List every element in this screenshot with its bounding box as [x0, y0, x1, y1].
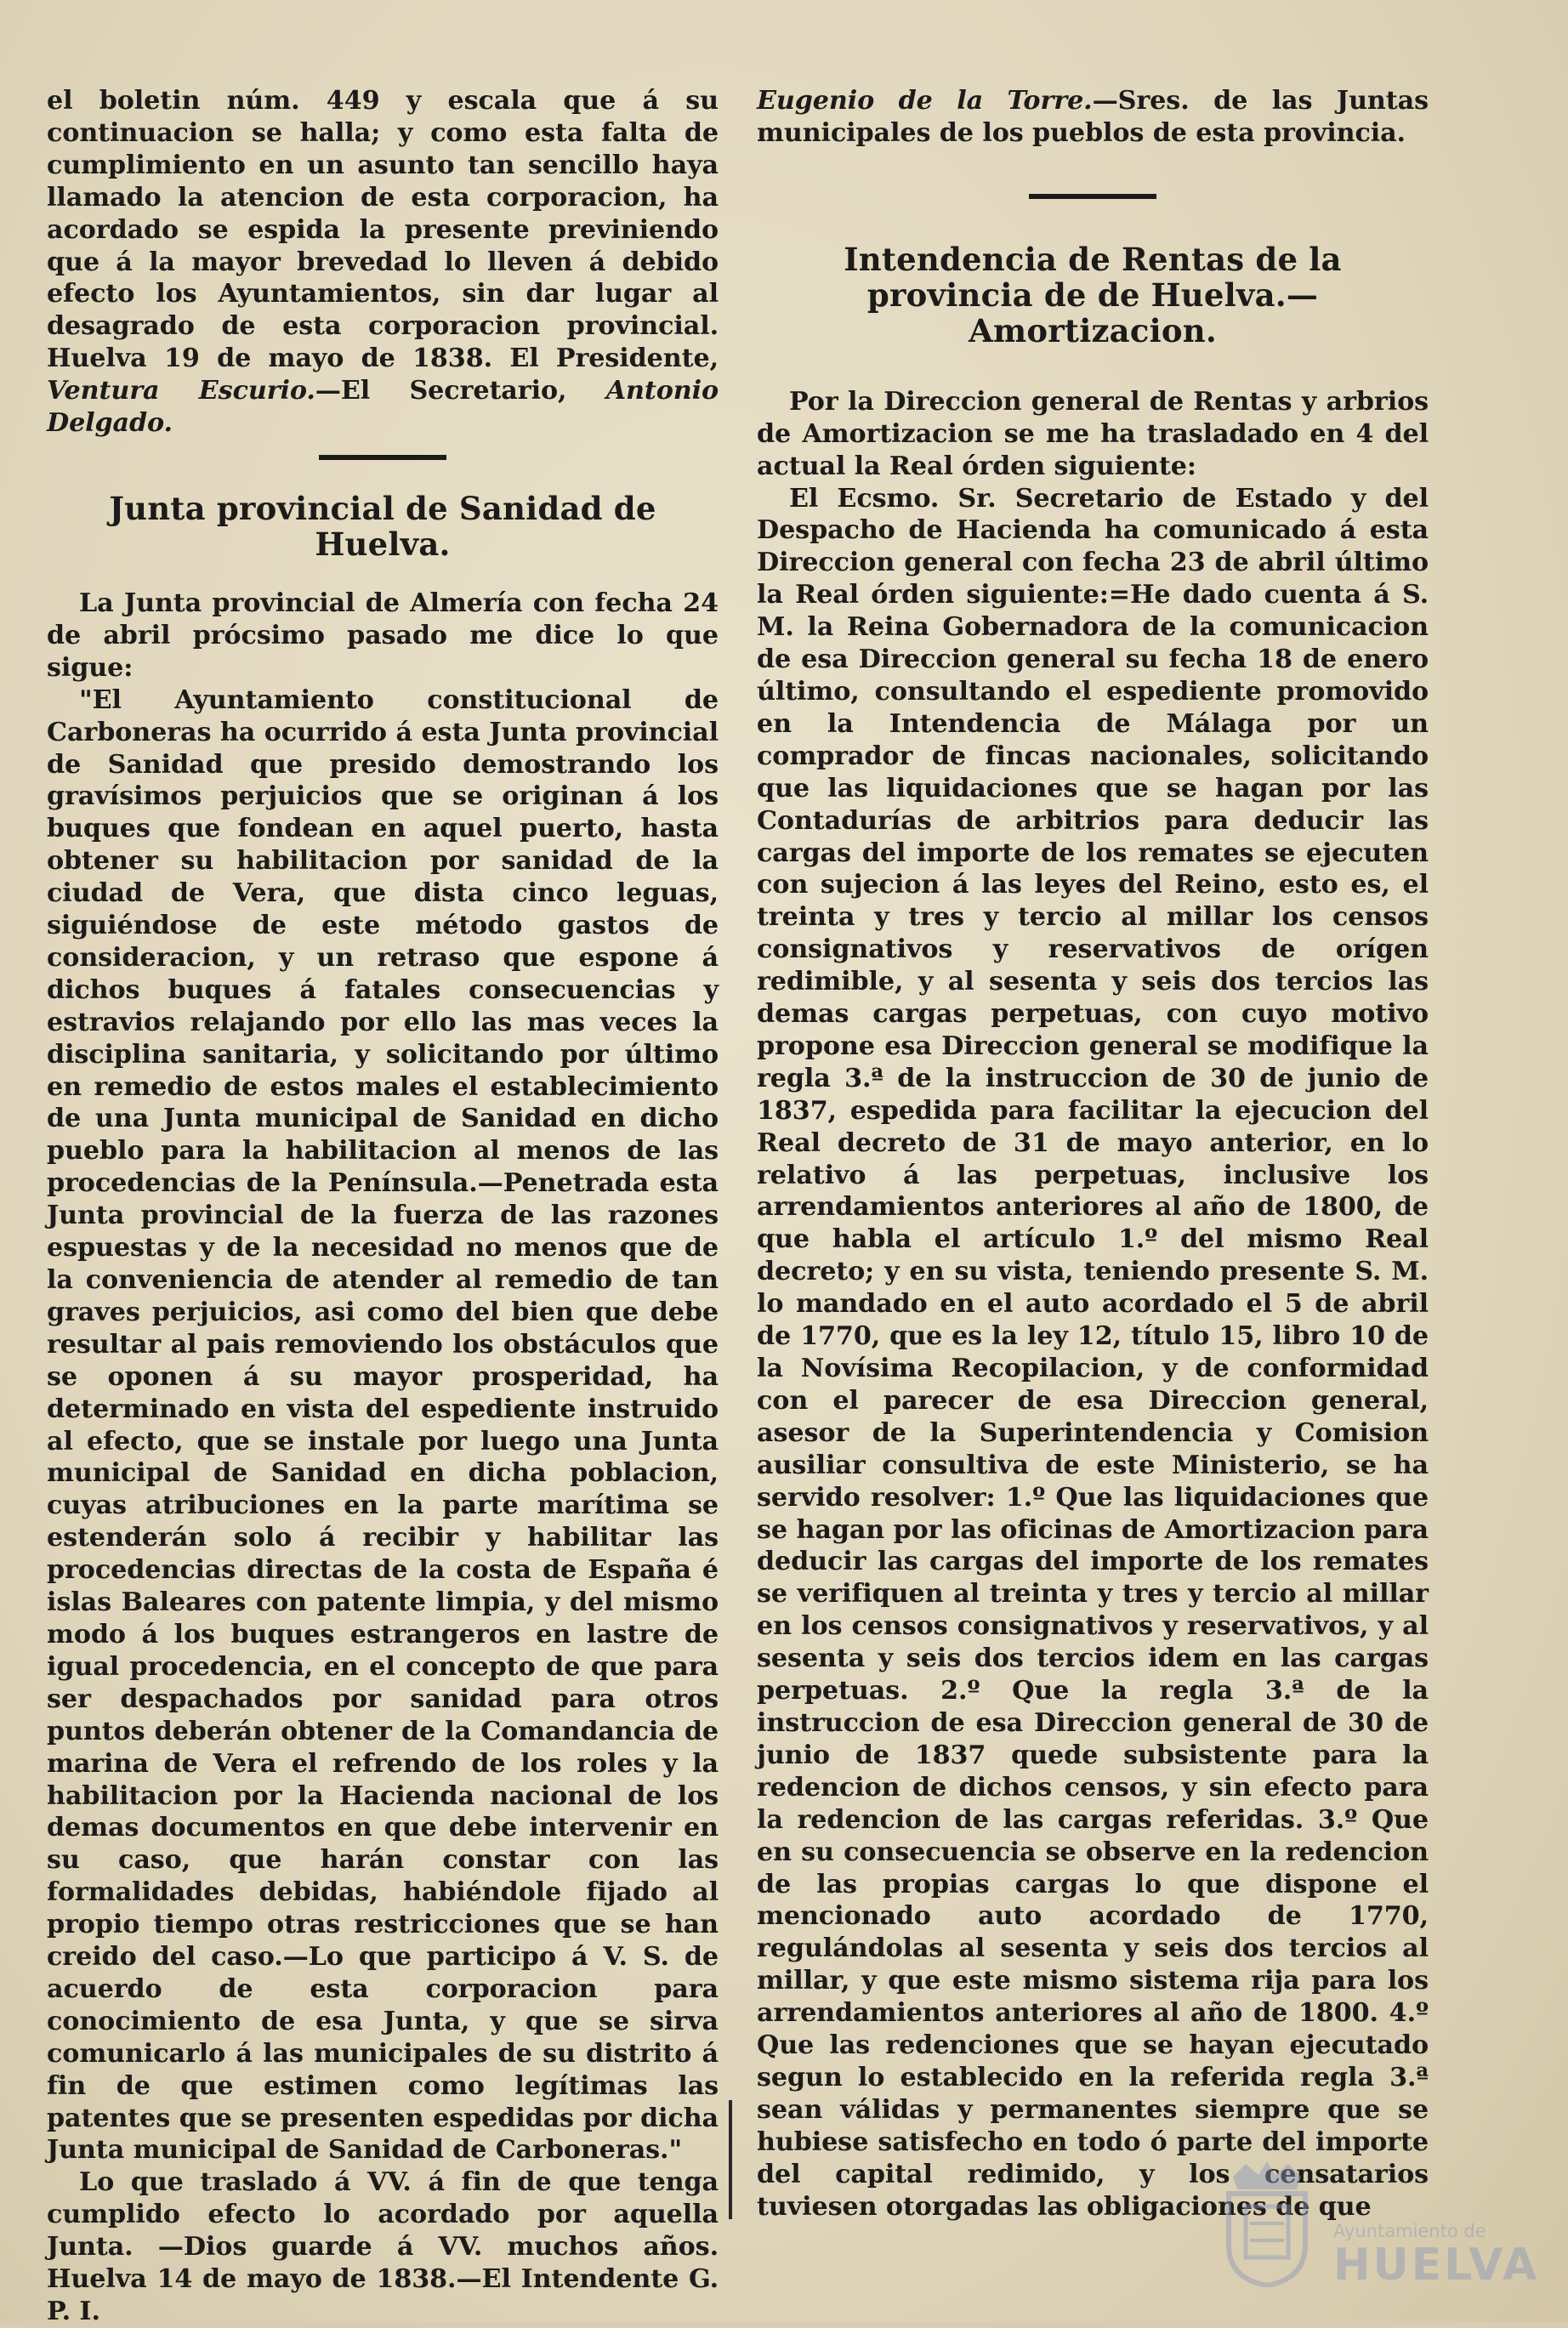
section-heading-intendencia: Intendencia de Rentas de la provincia de de Huelva.—Amortizacion. [844, 240, 1342, 349]
transfer-paragraph: Lo que traslado á VV. á fin de que tenga cumplido efecto lo acordado por aquella Junta. —Dios guarde á VV. muchos años. Huelva 14 de mayo de 1838.—El Intendente G. P. I. [47, 2167, 719, 2326]
royal-order-paragraph: El Ecsmo. Sr. Secretario de Estado y del Despacho de Hacienda ha comunicado á esta Direccion general con fecha 23 de abril último la Real órden siguiente:=He dado cuenta á S. M. la Reina Gobernadora de la comunicacion de esa Direccion general su fecha 18 de enero último, consultando el espediente promovido en la Intendencia de Málaga por un comprador de fincas nacionales, solicitando que las liquidaciones que se hagan por las Contadurías de arbitrios para deducir las cargas del importe de los remates se ejecuten con sujecion á las leyes del Reino, esto es, el treinta y tres y tercio al millar los censos consignativos y reservativos de orígen redimible, y al sesenta y seis dos tercios las demas cargas perpetuas, con cuyo motivo propone esa Direccion general se modifique la regla 3.ª de la instruccion de 30 de junio de 1837, espedida para facilitar la ejecucion del Real decreto de 31 de mayo anterior, en lo relativo á las perpetuas, inclusive los arrendamientos anteriores al año de 1800, de que habla el artículo 1.º del mismo Real decreto; y en su vista, teniendo presente S. M. lo mandado en el auto acordado el 5 de abril de 1770, que es la ley 12, título 15, libro 10 de la Novísima Recopilacion, y de conformidad con el parecer de esa Direccion general, asesor de la Superintendencia y Comision ausiliar consultiva de este Ministerio, se ha servido resolver: 1.º Que las liquidaciones que se hagan por las oficinas de Amortizacion para deducir las cargas del importe de los remates se verifiquen al treinta y tres y tercio al millar en los censos consignativos y reservativos, y al sesenta y seis dos tercios idem en las cargas perpetuas. 2.º Que la regla 3.ª de la instruccion de esa Direccion general de 30 de junio de 1837 quede subsistente para la redencion de dichos censos, y sin efecto para la redencion de las cargas referidas. 3.º Que en su consecuencia se observe en la redencion de las propias cargas lo que dispone el mencionado auto acordado de 1770, regulándolas al sesenta y seis dos tercios al millar, y que este mismo sistema rija para los arrendamientos anteriores al año de 1800. 4.º Que las redenciones que se hayan ejecutado segun lo establecido en la referida regla 3.ª sean válidas y permanentes siempre que se hubiese satisfecho en todo ó parte del importe del capital redimido, y los censatarios tuviesen otorgadas las obligaciones de que [757, 483, 1429, 2222]
archive-watermark [1216, 2126, 1540, 2296]
continuation-paragraph: Eugenio de la Torre.—Sres. de las Juntas municipales de los pueblos de esta provincia. [757, 86, 1429, 148]
intro-paragraph: La Junta provincial de Almería con fecha 24 de abril prócsimo pasado me dice lo que sigue: [47, 588, 719, 683]
watermark-city: HUELVA [1333, 2240, 1540, 2291]
section-heading-sanidad: Junta provincial de Sanidad de Huelva. [109, 489, 656, 563]
right-column [757, 85, 1429, 2223]
watermark-caption: Ayuntamiento de [1333, 2221, 1486, 2241]
left-column [47, 85, 719, 2328]
intro-paragraph: Por la Direccion general de Rentas y arbrios de Amortizacion se me ha trasladado en 4 del actual la Real órden siguiente: [757, 386, 1429, 481]
crown-shield-icon [1216, 2160, 1318, 2287]
quoted-communication: "El Ayuntamiento constitucional de Carboneras ha ocurrido á esta Junta provincial de Sanidad que presido demostrando los gravísimos perjuicios que se originan á los buques que fondean en aquel puerto, hasta obtener su habilitacion por sanidad de la ciudad de Vera, que dista cinco leguas, siguiéndose de este método gastos de consideracion, y un retraso que espone á dichos buques á fatales consecuencias y estravios relajando por ello las mas veces la disciplina sanitaria, y solicitando por último en remedio de estos males el establecimiento de una Junta municipal de Sanidad en dicho pueblo para la habilitacion al menos de las procedencias de la Península.—Penetrada esta Junta provincial de la fuerza de las razones espuestas y de la necesidad no menos que de la conveniencia de atender al remedio de tan graves perjuicios, asi como del bien que debe resultar al pais removiendo los obstáculos que se oponen á su mayor prosperidad, ha determinado en vista del espediente instruido al efecto, que se instale por luego una Junta municipal de Sanidad en dicha poblacion, cuyas atribuciones en la parte marítima se estenderán solo á recibir y habilitar las procedencias directas de la costa de España é islas Baleares con patente limpia, y del mismo modo á los buques estrangeros en lastre de igual procedencia, en el concepto de que para ser despachados por sanidad para otros puntos deberán obtener de la Comandancia de marina de Vera el refrendo de los roles y la habilitacion por la Hacienda nacional de los demas documentos en que debe intervenir en su caso, que harán constar con las formalidades debidas, habiéndole fijado al propio tiempo otras restricciones que se han creido del caso.—Lo que participo á V. S. de acuerdo de esta corporacion para conocimiento de esa Junta, y que se sirva comunicarlo á las municipales de su distrito á fin de que estimen como legítimas las patentes que se presenten espedidas por dicha Junta municipal de Sanidad de Carboneras." [47, 684, 719, 2166]
section-divider [1029, 194, 1156, 199]
secretary-name: Antonio Delgado. [47, 376, 719, 439]
section-divider [319, 455, 446, 460]
president-name: Ventura Escurio. [47, 376, 315, 406]
closing-paragraph: el boletin núm. 449 y escala que á su continuacion se halla; y como esta falta de cumplimiento en un asunto tan sencillo haya llamado la atencion de esta corporacion, ha acordado se espida la presente previniendo que á la mayor brevedad lo lleven á debido efecto los Ayuntamientos, sin dar lugar al desagrado de esta corporacion provincial. Huelva 19 de mayo de 1838. El Presidente, Ventura Escurio.—El Secretario, Antonio Delgado. [47, 86, 719, 439]
intendente-name: Eugenio de la Torre. [757, 86, 1093, 116]
column-separator-line [729, 2100, 732, 2219]
